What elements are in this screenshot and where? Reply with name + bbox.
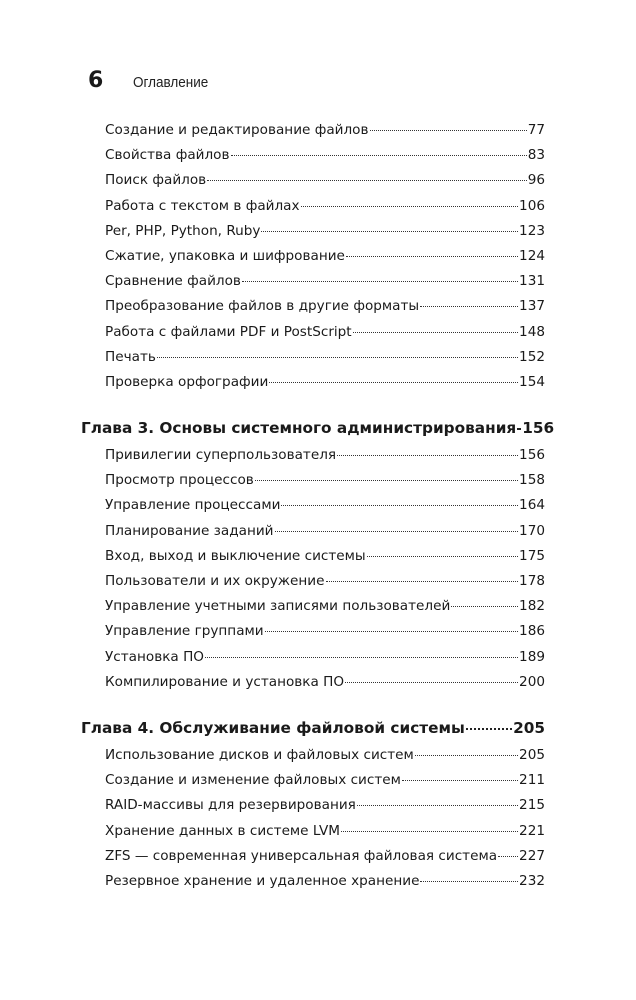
page-header bbox=[88, 68, 217, 93]
toc-entry bbox=[105, 497, 545, 522]
dot-leader bbox=[517, 428, 521, 430]
dot-leader bbox=[207, 180, 527, 181]
toc-entry bbox=[105, 772, 545, 797]
entry-title: Пользователи и их окружение bbox=[105, 573, 325, 589]
entry-title: Управление учетными записями пользователей bbox=[105, 598, 451, 615]
dot-leader bbox=[265, 631, 518, 632]
entry-page-number: 182 bbox=[519, 598, 545, 615]
toc-entry bbox=[105, 349, 545, 374]
dot-leader bbox=[420, 306, 518, 307]
dot-leader bbox=[301, 206, 518, 207]
dot-leader bbox=[451, 606, 518, 607]
entry-title: RAID-массивы для резервирования bbox=[105, 797, 356, 814]
entry-page-number: 175 bbox=[519, 547, 545, 564]
entry-page-number: 148 bbox=[519, 323, 545, 340]
dot-leader bbox=[353, 332, 518, 333]
entry-page-number: 221 bbox=[519, 822, 545, 839]
toc-entry bbox=[105, 298, 545, 323]
entry-page-number: 106 bbox=[519, 197, 545, 214]
dot-leader bbox=[337, 455, 518, 456]
toc-entry bbox=[105, 674, 545, 699]
dot-leader bbox=[242, 281, 518, 282]
dot-leader bbox=[346, 256, 518, 257]
dot-leader bbox=[269, 382, 518, 383]
toc-entry bbox=[105, 122, 545, 147]
dot-leader bbox=[370, 130, 527, 131]
chapter-heading bbox=[81, 419, 555, 444]
entry-title: Работа с файлами PDF и PostScript bbox=[105, 323, 352, 340]
entry-title: Привилегии суперпользователя bbox=[105, 447, 337, 464]
entry-title: Вход, выход и выключение системы bbox=[105, 547, 366, 564]
dot-leader bbox=[205, 657, 518, 658]
toc-entry bbox=[105, 548, 545, 573]
dot-leader bbox=[281, 505, 518, 506]
entry-title: Проверка орфографии bbox=[105, 373, 269, 390]
entry-page-number: 200 bbox=[519, 673, 545, 690]
entry-title: Управление процессами bbox=[105, 497, 281, 514]
entry-page-number: 227 bbox=[519, 847, 545, 864]
entry-title: Управление группами bbox=[105, 623, 264, 640]
entry-title: Просмотр процессов bbox=[105, 472, 254, 489]
entry-page-number: 178 bbox=[519, 573, 545, 589]
entry-page-number: 232 bbox=[519, 872, 545, 889]
chapter-heading bbox=[81, 719, 545, 744]
entry-page-number: 170 bbox=[519, 522, 545, 539]
dot-leader bbox=[326, 581, 519, 582]
entry-page-number: 137 bbox=[519, 298, 545, 315]
toc-section bbox=[81, 122, 545, 399]
entry-title: Преобразование файлов в другие форматы bbox=[105, 298, 420, 315]
entry-page-number: 152 bbox=[519, 348, 545, 365]
entry-page-number: 77 bbox=[527, 122, 545, 138]
toc-entry bbox=[105, 797, 545, 822]
dot-leader bbox=[420, 881, 518, 882]
toc-entry bbox=[105, 248, 545, 273]
chapter-title: Глава 3. Основы системного администрирования bbox=[81, 419, 517, 438]
entry-page-number: 215 bbox=[519, 797, 545, 814]
dot-leader bbox=[402, 780, 518, 781]
entry-title: Печать bbox=[105, 348, 156, 365]
toc-section bbox=[81, 419, 555, 699]
toc-entry bbox=[105, 848, 545, 873]
entry-title: Сравнение файлов bbox=[105, 273, 241, 290]
dot-leader bbox=[255, 480, 518, 481]
toc-entry bbox=[105, 523, 545, 548]
toc-entry bbox=[105, 573, 545, 598]
entry-page-number: 211 bbox=[519, 772, 545, 789]
entry-page-number: 123 bbox=[519, 222, 545, 239]
entry-page-number: 156 bbox=[519, 447, 545, 464]
entry-page-number: 158 bbox=[519, 472, 545, 489]
toc-entry bbox=[105, 623, 545, 648]
toc-entry bbox=[105, 273, 545, 298]
entry-page-number: 131 bbox=[519, 273, 545, 290]
entry-page-number: 83 bbox=[527, 147, 545, 164]
entry-page-number: 189 bbox=[519, 648, 545, 665]
entry-page-number: 186 bbox=[519, 623, 545, 640]
toc-entry bbox=[105, 324, 545, 349]
toc-entry bbox=[105, 873, 545, 898]
entry-title: Создание и редактирование файлов bbox=[105, 122, 369, 138]
dot-leader bbox=[498, 856, 518, 857]
toc-section bbox=[81, 719, 545, 898]
toc-entry bbox=[105, 172, 545, 197]
toc-entry bbox=[105, 747, 545, 772]
entry-title: Установка ПО bbox=[105, 648, 205, 665]
entry-title: Работа с текстом в файлах bbox=[105, 197, 300, 214]
toc-entry bbox=[105, 823, 545, 848]
chapter-page-number: 205 bbox=[513, 718, 545, 737]
entry-title: Компилирование и установка ПО bbox=[105, 673, 345, 690]
entry-page-number: 205 bbox=[519, 746, 545, 763]
entry-title: Создание и изменение файловых систем bbox=[105, 772, 401, 789]
entry-title: Сжатие, упаковка и шифрование bbox=[105, 247, 345, 264]
toc-entry bbox=[105, 649, 545, 674]
toc-entry bbox=[105, 198, 545, 223]
entry-page-number: 154 bbox=[519, 373, 545, 390]
entry-title: Свойства файлов bbox=[105, 147, 230, 164]
dot-leader bbox=[157, 357, 518, 358]
toc-entry bbox=[105, 472, 545, 497]
dot-leader bbox=[415, 755, 518, 756]
entry-page-number: 124 bbox=[519, 247, 545, 264]
running-title: Оглавление bbox=[133, 74, 209, 91]
chapter-title: Глава 4. Обслуживание файловой системы bbox=[81, 718, 465, 737]
dot-leader bbox=[275, 531, 519, 532]
entry-title: Резервное хранение и удаленное хранение bbox=[105, 872, 420, 889]
toc-entry bbox=[105, 147, 545, 172]
entry-title: Использование дисков и файловых систем bbox=[105, 746, 414, 763]
toc-entry bbox=[105, 447, 545, 472]
dot-leader bbox=[341, 831, 518, 832]
dot-leader bbox=[357, 805, 518, 806]
entry-page-number: 164 bbox=[519, 497, 545, 514]
entry-title: Per, PHP, Python, Ruby bbox=[105, 222, 261, 239]
dot-leader bbox=[466, 728, 512, 730]
dot-leader bbox=[231, 155, 527, 156]
toc-entry bbox=[105, 223, 545, 248]
chapter-page-number: 156 bbox=[522, 419, 555, 438]
dot-leader bbox=[261, 231, 518, 232]
toc-entry bbox=[105, 374, 545, 399]
entry-page-number: 96 bbox=[527, 172, 545, 189]
entry-title: Планирование заданий bbox=[105, 522, 274, 539]
entry-title: ZFS — современная универсальная файловая система bbox=[105, 847, 498, 864]
page-number: 6 bbox=[88, 68, 104, 93]
dot-leader bbox=[367, 556, 518, 557]
entry-title: Хранение данных в системе LVM bbox=[105, 822, 340, 839]
table-of-contents bbox=[81, 122, 555, 898]
dot-leader bbox=[345, 682, 518, 683]
entry-title: Поиск файлов bbox=[105, 172, 207, 189]
toc-entry bbox=[105, 598, 545, 623]
